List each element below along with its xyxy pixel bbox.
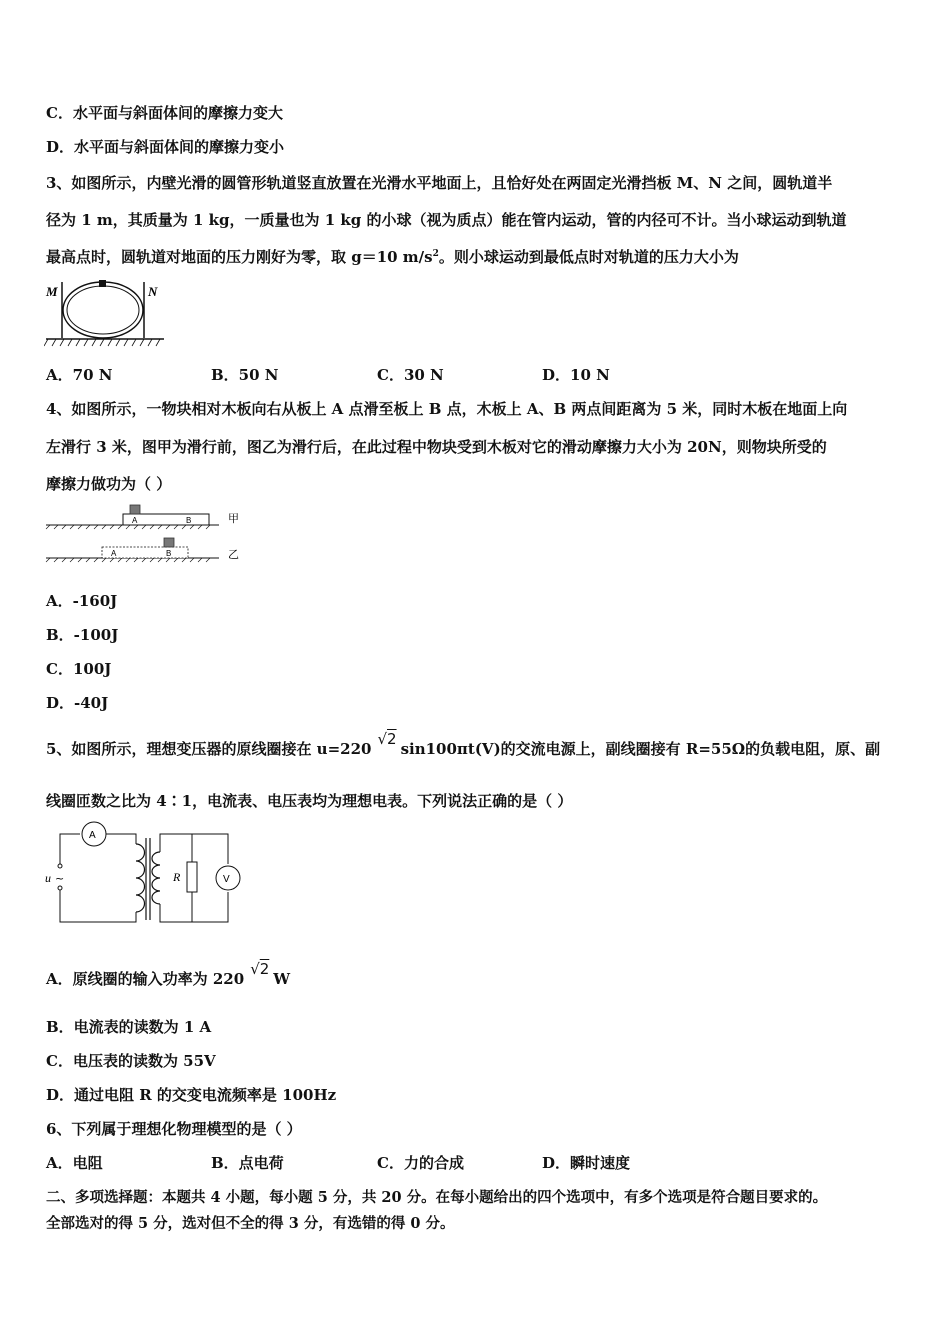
q6-option-d: D．瞬时速度 <box>542 1154 631 1172</box>
q3-fig-ring-inner <box>67 286 139 334</box>
q3-option-a: A．70 N <box>46 366 113 384</box>
q5-fig-resistor-label: R <box>173 870 181 884</box>
q4-fig-point-b-jia: B <box>186 516 192 525</box>
q4-figure-board <box>44 500 244 566</box>
q3-line-3b: 。则小球运动到最低点时对轨道的压力大小为 <box>438 248 739 266</box>
q3-option-c: C．30 N <box>377 366 444 384</box>
q6-option-a: A．电阻 <box>46 1154 103 1172</box>
section2-line-1: 二、多项选择题：本题共 4 小题，每小题 5 分，共 20 分。在每小题给出的四个选项中，有多个选项是符合题目要求的。 <box>46 1189 828 1206</box>
q5-option-a-text: A．原线圈的输入功率为 220 <box>46 970 245 988</box>
q3-exponent: 2 <box>432 249 439 259</box>
q3-fig-ring-outer <box>63 282 143 338</box>
q4-fig-label-jia: 甲 <box>228 512 239 525</box>
q3-option-d: D．10 N <box>542 366 610 384</box>
prev-option-d: D．水平面与斜面体间的摩擦力变小 <box>46 138 285 156</box>
q3-option-b: B．50 N <box>211 366 279 384</box>
q5-option-c: C．电压表的读数为 55V <box>46 1052 216 1070</box>
q6-line-1: 6、下列属于理想化物理模型的是（ ） <box>46 1120 302 1138</box>
q4-fig-point-a-jia: A <box>132 516 138 525</box>
prev-option-c: C．水平面与斜面体间的摩擦力变大 <box>46 104 283 122</box>
q5-line-2: 线圈匝数之比为 4∶1，电流表、电压表均为理想电表。下列说法正确的是（ ） <box>46 792 573 810</box>
q4-option-d: D．-40J <box>46 694 109 712</box>
q3-line-3 <box>46 246 739 267</box>
q4-option-a: A．-160J <box>46 592 118 610</box>
q5-fig-secondary-coil <box>152 852 160 904</box>
q4-fig-label-yi: 乙 <box>228 548 239 561</box>
q3-line-2: 径为 1 m，其质量为 1 kg，一质量也为 1 kg 的小球（视为质点）能在管内运动，管的内径可不计。当小球运动到轨道 <box>46 211 847 229</box>
q5-option-a-unit: W <box>273 970 291 988</box>
q3-fig-label-m: M <box>46 284 58 299</box>
q5-fig-source-tilde: ~ <box>55 872 65 885</box>
q6-option-c: C．力的合成 <box>377 1154 464 1172</box>
q6-option-b: B．点电荷 <box>211 1154 284 1172</box>
q3-line-1: 3、如图所示，内壁光滑的圆管形轨道竖直放置在光滑水平地面上，且恰好处在两固定光滑挡板 M、N 之间，圆轨道半 <box>46 174 833 192</box>
q5-option-b: B．电流表的读数为 1 A <box>46 1018 212 1036</box>
q3-fig-ground-hatch <box>44 339 160 346</box>
q4-line-2: 左滑行 3 米，图甲为滑行前，图乙为滑行后，在此过程中物块受到木板对它的滑动摩擦力大小为 20N，则物块所受的 <box>46 438 827 456</box>
q5-fig-primary-coil <box>136 844 145 912</box>
q5-figure-transformer-circuit <box>42 820 247 928</box>
q4-option-c: C．100J <box>46 660 112 678</box>
q4-line-3: 摩擦力做功为（ ） <box>46 475 172 493</box>
q3-fig-ball <box>99 280 106 287</box>
q5-fig-voltmeter-label: V <box>223 874 230 885</box>
q4-fig-point-b-yi: B <box>166 549 172 558</box>
q4-line-1: 4、如图所示，一物块相对木板向右从板上 A 点滑至板上 B 点，木板上 A、B 两点间距离为 5 米，同时木板在地面上向 <box>46 400 848 418</box>
q5-sqrt-2: √2 <box>377 730 397 748</box>
q5-fig-resistor <box>187 862 197 892</box>
q5-line-1b: sin100πt(V)的交流电源上，副线圈接有 R=55Ω的负载电阻，原、副 <box>400 740 881 758</box>
q3-figure-ring-track <box>44 276 166 352</box>
section2-line-2: 全部选对的得 5 分，选对但不全的得 3 分，有选错的得 0 分。 <box>46 1215 455 1232</box>
q5-fig-source-u: u <box>45 871 51 885</box>
q5-fig-ammeter-label: A <box>89 830 96 841</box>
q5-option-a <box>46 960 291 989</box>
q5-line-1a: 5、如图所示，理想变压器的原线圈接在 u=220 <box>46 740 372 758</box>
q4-fig-point-a-yi: A <box>111 549 117 558</box>
q5-line-1 <box>46 730 881 759</box>
q3-fig-label-n: N <box>148 284 158 299</box>
q5-option-d: D．通过电阻 R 的交变电流频率是 100Hz <box>46 1086 337 1104</box>
q3-line-3a: 最高点时，圆轨道对地面的压力刚好为零，取 g＝10 m/s <box>46 248 433 266</box>
q5-option-a-sqrt: √2 <box>250 960 270 978</box>
q4-fig-block-yi <box>164 538 174 547</box>
q4-option-b: B．-100J <box>46 626 119 644</box>
q4-fig-block-jia <box>130 505 140 514</box>
